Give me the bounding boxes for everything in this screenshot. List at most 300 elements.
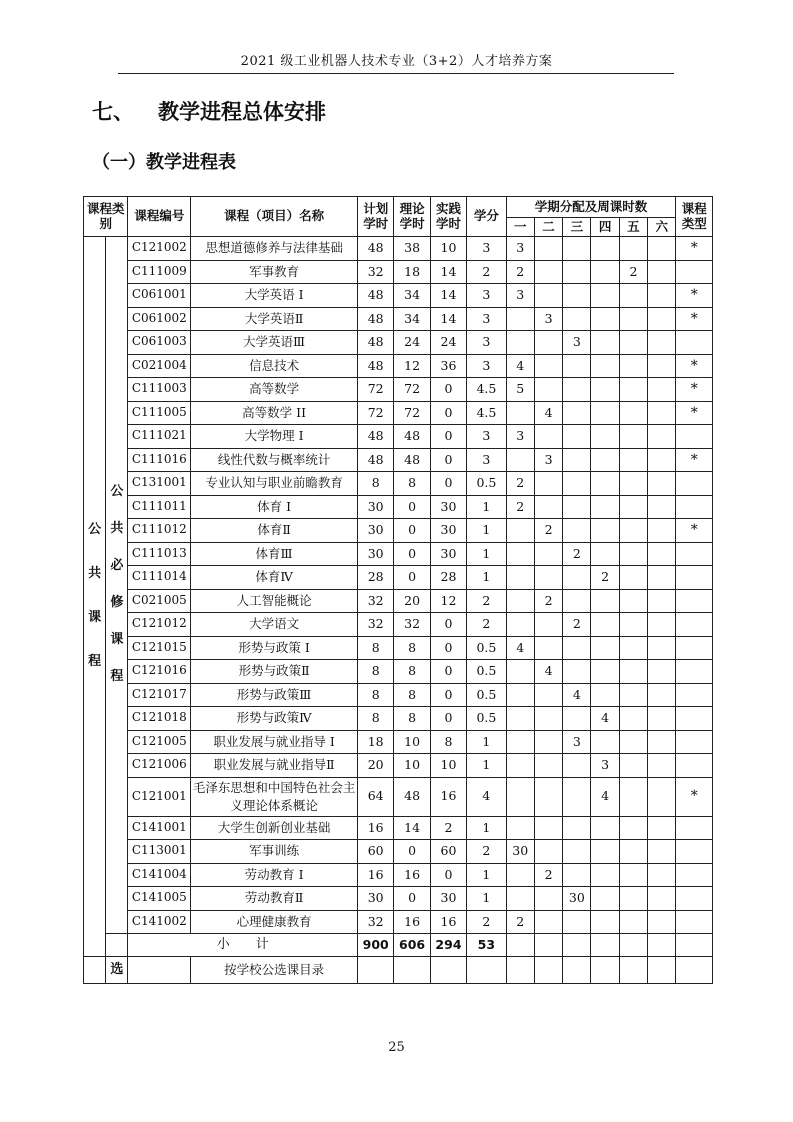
semester-4-hours xyxy=(591,683,619,707)
semester-6-hours xyxy=(648,707,676,731)
course-type-mark xyxy=(676,660,713,684)
semester-2-hours: 4 xyxy=(534,401,562,425)
planned-hours: 48 xyxy=(358,448,394,472)
semester-4-hours xyxy=(591,354,619,378)
category-char: 公 xyxy=(88,522,102,538)
semester-2-hours xyxy=(534,354,562,378)
semester-1-hours xyxy=(506,683,534,707)
semester-1-hours xyxy=(506,660,534,684)
course-type-mark: * xyxy=(676,284,713,308)
semester-1-hours: 4 xyxy=(506,636,534,660)
course-type-mark xyxy=(676,472,713,496)
planned-hours: 30 xyxy=(358,519,394,543)
planned-hours: 48 xyxy=(358,331,394,355)
semester-3-hours xyxy=(563,707,591,731)
semester-3-hours xyxy=(563,660,591,684)
table-row xyxy=(84,816,713,840)
course-type-mark: * xyxy=(676,354,713,378)
credits: 0.5 xyxy=(467,683,506,707)
semester-1-hours xyxy=(506,401,534,425)
planned-hours: 30 xyxy=(358,542,394,566)
semester-5-hours xyxy=(619,863,647,887)
course-code: C141005 xyxy=(128,887,191,911)
semester-6-hours xyxy=(648,237,676,261)
course-code: C141001 xyxy=(128,816,191,840)
theory-hours: 0 xyxy=(394,887,430,911)
practice-hours: 24 xyxy=(430,331,466,355)
planned-hours: 64 xyxy=(358,777,394,816)
semester-4-hours: 3 xyxy=(591,754,619,778)
semester-1-hours xyxy=(506,542,534,566)
semester-4-hours: 4 xyxy=(591,707,619,731)
subtotal-empty xyxy=(619,934,647,957)
semester-2-hours xyxy=(534,542,562,566)
semester-2-hours xyxy=(534,566,562,590)
header-credits: 学分 xyxy=(467,197,506,237)
practice-hours: 30 xyxy=(430,495,466,519)
table-row xyxy=(84,589,713,613)
semester-5-hours xyxy=(619,354,647,378)
semester-4-hours xyxy=(591,816,619,840)
semester-3-hours: 2 xyxy=(563,542,591,566)
course-code: C121017 xyxy=(128,683,191,707)
table-row xyxy=(84,448,713,472)
planned-hours: 48 xyxy=(358,284,394,308)
subtotal-empty xyxy=(506,934,534,957)
practice-hours: 8 xyxy=(430,730,466,754)
semester-2-hours: 3 xyxy=(534,307,562,331)
category-char: 程 xyxy=(88,653,102,669)
course-code: C061001 xyxy=(128,284,191,308)
elective-empty xyxy=(358,957,394,984)
course-type-mark xyxy=(676,566,713,590)
semester-2-hours xyxy=(534,613,562,637)
semester-6-hours xyxy=(648,816,676,840)
header-semester-1: 一 xyxy=(506,218,534,237)
semester-4-hours xyxy=(591,331,619,355)
subcategory-char: 公 xyxy=(110,484,124,500)
course-type-mark: * xyxy=(676,448,713,472)
course-name: 形势与政策Ⅲ xyxy=(191,683,358,707)
course-type-mark: * xyxy=(676,307,713,331)
credits: 0.5 xyxy=(467,660,506,684)
header-semester-6: 六 xyxy=(648,218,676,237)
header-semester-4: 四 xyxy=(591,218,619,237)
practice-hours: 0 xyxy=(430,378,466,402)
semester-3-hours xyxy=(563,260,591,284)
course-name: 体育Ⅳ xyxy=(191,566,358,590)
planned-hours: 72 xyxy=(358,401,394,425)
semester-6-hours xyxy=(648,613,676,637)
semester-5-hours xyxy=(619,910,647,934)
table-row xyxy=(84,331,713,355)
semester-1-hours xyxy=(506,448,534,472)
semester-2-hours xyxy=(534,284,562,308)
course-name: 毛泽东思想和中国特色社会主义理论体系概论 xyxy=(191,777,358,816)
semester-4-hours: 4 xyxy=(591,777,619,816)
semester-6-hours xyxy=(648,284,676,308)
semester-3-hours xyxy=(563,237,591,261)
semester-3-hours xyxy=(563,910,591,934)
semester-4-hours xyxy=(591,472,619,496)
credits: 1 xyxy=(467,816,506,840)
semester-4-hours: 2 xyxy=(591,566,619,590)
semester-5-hours xyxy=(619,307,647,331)
course-code: C121012 xyxy=(128,613,191,637)
credits: 3 xyxy=(467,237,506,261)
course-code: C141004 xyxy=(128,863,191,887)
practice-hours: 10 xyxy=(430,237,466,261)
course-type-mark xyxy=(676,887,713,911)
semester-6-hours xyxy=(648,331,676,355)
subtotal-row xyxy=(84,934,713,957)
course-name: 军事教育 xyxy=(191,260,358,284)
subtotal-blank xyxy=(106,934,128,957)
semester-5-hours xyxy=(619,840,647,864)
credits: 1 xyxy=(467,730,506,754)
practice-hours: 30 xyxy=(430,519,466,543)
credits: 1 xyxy=(467,566,506,590)
planned-hours: 32 xyxy=(358,910,394,934)
course-code: C113001 xyxy=(128,840,191,864)
planned-hours: 48 xyxy=(358,307,394,331)
semester-4-hours xyxy=(591,448,619,472)
semester-2-hours xyxy=(534,707,562,731)
semester-6-hours xyxy=(648,542,676,566)
semester-3-hours xyxy=(563,636,591,660)
practice-hours: 30 xyxy=(430,887,466,911)
elective-empty xyxy=(534,957,562,984)
semester-4-hours xyxy=(591,613,619,637)
theory-hours: 0 xyxy=(394,519,430,543)
elective-empty xyxy=(648,957,676,984)
semester-2-hours xyxy=(534,777,562,816)
planned-hours: 16 xyxy=(358,816,394,840)
semester-5-hours xyxy=(619,378,647,402)
credits: 3 xyxy=(467,307,506,331)
course-code: C121015 xyxy=(128,636,191,660)
course-type-mark xyxy=(676,754,713,778)
semester-5-hours xyxy=(619,542,647,566)
credits: 2 xyxy=(467,910,506,934)
semester-3-hours: 3 xyxy=(563,730,591,754)
subcategory-char: 课 xyxy=(110,631,124,647)
table-row xyxy=(84,707,713,731)
course-type-mark xyxy=(676,816,713,840)
theory-hours: 38 xyxy=(394,237,430,261)
semester-5-hours xyxy=(619,519,647,543)
credits: 4 xyxy=(467,777,506,816)
semester-1-hours xyxy=(506,887,534,911)
semester-3-hours xyxy=(563,495,591,519)
semester-4-hours xyxy=(591,495,619,519)
semester-4-hours xyxy=(591,636,619,660)
planned-hours: 18 xyxy=(358,730,394,754)
semester-6-hours xyxy=(648,519,676,543)
semester-2-hours: 2 xyxy=(534,519,562,543)
header-semester-distribution: 学期分配及周课时数 xyxy=(506,197,676,218)
semester-5-hours xyxy=(619,636,647,660)
semester-4-hours xyxy=(591,260,619,284)
practice-hours: 16 xyxy=(430,910,466,934)
semester-1-hours xyxy=(506,613,534,637)
course-code: C061003 xyxy=(128,331,191,355)
semester-1-hours xyxy=(506,331,534,355)
semester-2-hours xyxy=(534,754,562,778)
semester-1-hours xyxy=(506,816,534,840)
table-row xyxy=(84,519,713,543)
practice-hours: 0 xyxy=(430,707,466,731)
header-semester-2: 二 xyxy=(534,218,562,237)
practice-hours: 0 xyxy=(430,448,466,472)
semester-6-hours xyxy=(648,754,676,778)
theory-hours: 48 xyxy=(394,425,430,449)
semester-2-hours xyxy=(534,331,562,355)
course-name: 大学生创新创业基础 xyxy=(191,816,358,840)
planned-hours: 72 xyxy=(358,378,394,402)
table-row xyxy=(84,660,713,684)
semester-3-hours xyxy=(563,816,591,840)
course-type-mark xyxy=(676,910,713,934)
semester-2-hours xyxy=(534,840,562,864)
course-type-mark xyxy=(676,331,713,355)
credits: 3 xyxy=(467,448,506,472)
table-row xyxy=(84,542,713,566)
semester-4-hours xyxy=(591,887,619,911)
semester-5-hours xyxy=(619,777,647,816)
subtotal-empty xyxy=(534,934,562,957)
semester-5-hours xyxy=(619,730,647,754)
elective-blank xyxy=(84,957,106,984)
table-row xyxy=(84,887,713,911)
practice-hours: 60 xyxy=(430,840,466,864)
theory-hours: 16 xyxy=(394,863,430,887)
teaching-schedule-table xyxy=(83,196,713,984)
table-row xyxy=(84,378,713,402)
credits: 3 xyxy=(467,331,506,355)
semester-6-hours xyxy=(648,378,676,402)
semester-4-hours xyxy=(591,425,619,449)
semester-5-hours: 2 xyxy=(619,260,647,284)
elective-label: 选 xyxy=(106,957,128,984)
course-name: 线性代数与概率统计 xyxy=(191,448,358,472)
subtotal-empty xyxy=(563,934,591,957)
theory-hours: 0 xyxy=(394,495,430,519)
course-type-mark xyxy=(676,707,713,731)
semester-2-hours: 2 xyxy=(534,589,562,613)
semester-5-hours xyxy=(619,472,647,496)
table-row xyxy=(84,777,713,816)
table-row xyxy=(84,237,713,261)
course-type-mark xyxy=(676,863,713,887)
credits: 1 xyxy=(467,863,506,887)
semester-6-hours xyxy=(648,777,676,816)
elective-row xyxy=(84,957,713,984)
theory-hours: 32 xyxy=(394,613,430,637)
course-name: 劳动教育Ⅱ xyxy=(191,887,358,911)
theory-hours: 20 xyxy=(394,589,430,613)
course-type-mark xyxy=(676,683,713,707)
elective-empty xyxy=(467,957,506,984)
planned-hours: 30 xyxy=(358,887,394,911)
elective-code-blank xyxy=(128,957,191,984)
planned-hours: 32 xyxy=(358,589,394,613)
course-name: 人工智能概论 xyxy=(191,589,358,613)
semester-6-hours xyxy=(648,307,676,331)
course-code: C111021 xyxy=(128,425,191,449)
category-label-public-courses xyxy=(84,237,106,957)
table-row xyxy=(84,566,713,590)
table-row xyxy=(84,613,713,637)
planned-hours: 8 xyxy=(358,636,394,660)
course-type-mark xyxy=(676,613,713,637)
semester-3-hours xyxy=(563,307,591,331)
semester-6-hours xyxy=(648,425,676,449)
semester-1-hours xyxy=(506,307,534,331)
course-type-mark: * xyxy=(676,237,713,261)
theory-hours: 24 xyxy=(394,331,430,355)
course-type-mark: * xyxy=(676,519,713,543)
course-name: 高等数学 II xyxy=(191,401,358,425)
course-name: 心理健康教育 xyxy=(191,910,358,934)
course-type-mark xyxy=(676,636,713,660)
semester-1-hours xyxy=(506,566,534,590)
planned-hours: 8 xyxy=(358,660,394,684)
planned-hours: 8 xyxy=(358,683,394,707)
semester-5-hours xyxy=(619,816,647,840)
course-name: 军事训练 xyxy=(191,840,358,864)
subtotal-theory-hours: 606 xyxy=(394,934,430,957)
category-char: 共 xyxy=(88,566,102,582)
course-code: C061002 xyxy=(128,307,191,331)
course-name: 大学英语Ⅱ xyxy=(191,307,358,331)
theory-hours: 8 xyxy=(394,636,430,660)
course-type-mark xyxy=(676,495,713,519)
credits: 0.5 xyxy=(467,707,506,731)
credits: 2 xyxy=(467,840,506,864)
course-type-mark xyxy=(676,542,713,566)
semester-6-hours xyxy=(648,495,676,519)
elective-empty xyxy=(591,957,619,984)
subcategory-label-required-courses xyxy=(106,237,128,934)
course-code: C111013 xyxy=(128,542,191,566)
table-row xyxy=(84,840,713,864)
planned-hours: 48 xyxy=(358,425,394,449)
semester-6-hours xyxy=(648,683,676,707)
semester-5-hours xyxy=(619,237,647,261)
practice-hours: 16 xyxy=(430,777,466,816)
practice-hours: 30 xyxy=(430,542,466,566)
semester-1-hours: 5 xyxy=(506,378,534,402)
course-code: C111011 xyxy=(128,495,191,519)
theory-hours: 16 xyxy=(394,910,430,934)
theory-hours: 10 xyxy=(394,730,430,754)
page-number: 25 xyxy=(388,1040,405,1055)
course-code: C111016 xyxy=(128,448,191,472)
semester-4-hours xyxy=(591,542,619,566)
semester-3-hours xyxy=(563,519,591,543)
semester-4-hours xyxy=(591,401,619,425)
semester-6-hours xyxy=(648,910,676,934)
subtotal-credits: 53 xyxy=(467,934,506,957)
course-name: 专业认知与职业前瞻教育 xyxy=(191,472,358,496)
semester-6-hours xyxy=(648,472,676,496)
semester-5-hours xyxy=(619,683,647,707)
subtotal-planned-hours: 900 xyxy=(358,934,394,957)
semester-3-hours xyxy=(563,448,591,472)
semester-4-hours xyxy=(591,840,619,864)
elective-empty xyxy=(506,957,534,984)
running-header: 2021 级工业机器人技术专业（3+2）人才培养方案 xyxy=(240,54,553,69)
semester-5-hours xyxy=(619,660,647,684)
semester-1-hours xyxy=(506,589,534,613)
header-course-type: 课程类型 xyxy=(676,197,713,237)
theory-hours: 0 xyxy=(394,840,430,864)
credits: 3 xyxy=(467,354,506,378)
theory-hours: 34 xyxy=(394,284,430,308)
course-type-mark xyxy=(676,425,713,449)
semester-1-hours: 3 xyxy=(506,237,534,261)
semester-4-hours xyxy=(591,307,619,331)
practice-hours: 14 xyxy=(430,284,466,308)
semester-6-hours xyxy=(648,589,676,613)
elective-empty xyxy=(394,957,430,984)
practice-hours: 36 xyxy=(430,354,466,378)
practice-hours: 0 xyxy=(430,683,466,707)
practice-hours: 12 xyxy=(430,589,466,613)
practice-hours: 0 xyxy=(430,613,466,637)
semester-3-hours xyxy=(563,354,591,378)
theory-hours: 34 xyxy=(394,307,430,331)
semester-1-hours xyxy=(506,519,534,543)
course-code: C111003 xyxy=(128,378,191,402)
credits: 1 xyxy=(467,887,506,911)
semester-3-hours xyxy=(563,566,591,590)
credits: 3 xyxy=(467,425,506,449)
semester-1-hours xyxy=(506,707,534,731)
credits: 0.5 xyxy=(467,472,506,496)
semester-4-hours xyxy=(591,863,619,887)
theory-hours: 48 xyxy=(394,448,430,472)
theory-hours: 8 xyxy=(394,683,430,707)
credits: 1 xyxy=(467,754,506,778)
semester-1-hours xyxy=(506,754,534,778)
theory-hours: 10 xyxy=(394,754,430,778)
practice-hours: 0 xyxy=(430,425,466,449)
theory-hours: 12 xyxy=(394,354,430,378)
course-type-mark xyxy=(676,840,713,864)
theory-hours: 0 xyxy=(394,566,430,590)
semester-2-hours: 4 xyxy=(534,660,562,684)
header-theory-hours: 理论学时 xyxy=(394,197,430,237)
practice-hours: 0 xyxy=(430,863,466,887)
semester-2-hours xyxy=(534,425,562,449)
semester-2-hours: 2 xyxy=(534,863,562,887)
semester-6-hours xyxy=(648,636,676,660)
theory-hours: 18 xyxy=(394,260,430,284)
elective-empty xyxy=(430,957,466,984)
semester-3-hours xyxy=(563,425,591,449)
course-name: 高等数学 xyxy=(191,378,358,402)
semester-6-hours xyxy=(648,401,676,425)
subcategory-char: 修 xyxy=(110,595,124,610)
header-planned-hours: 计划学时 xyxy=(358,197,394,237)
planned-hours: 8 xyxy=(358,707,394,731)
semester-5-hours xyxy=(619,401,647,425)
subcategory-char: 共 xyxy=(110,521,124,537)
course-code: C121005 xyxy=(128,730,191,754)
subtotal-label: 小 计 xyxy=(128,934,358,957)
